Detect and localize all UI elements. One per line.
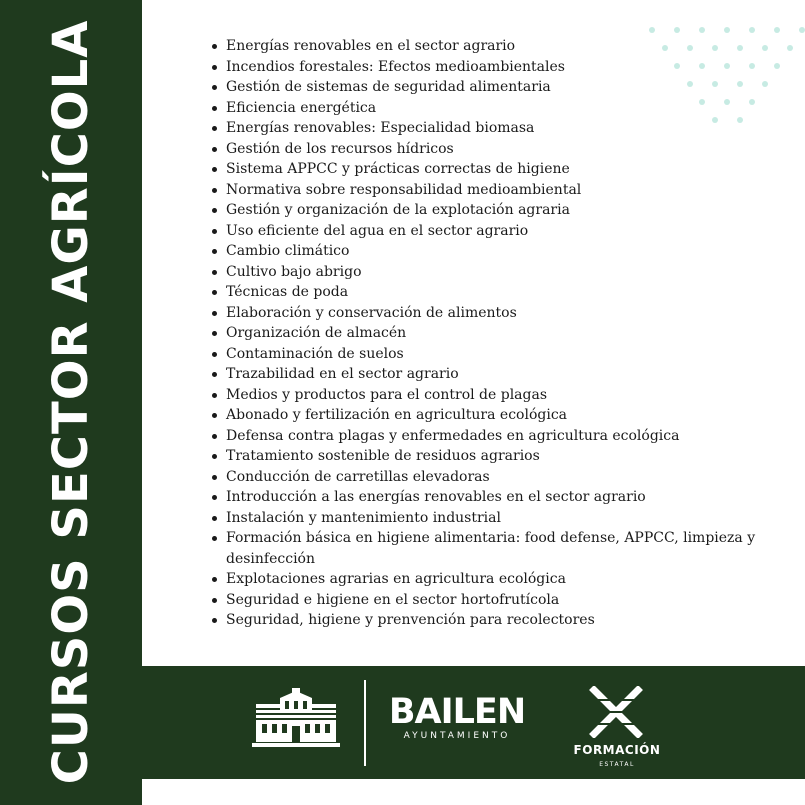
left-title-band [0, 0, 142, 805]
course-item: Incendios forestales: Efectos medioambientales [210, 57, 780, 78]
page-title: CURSOS SECTOR AGRÍCOLA [43, 19, 99, 785]
formacion-estatal-subtitle: ESTATAL [599, 761, 635, 768]
course-item: Gestión y organización de la explotación agraria [210, 200, 780, 221]
footer-divider [364, 680, 366, 766]
course-item: Introducción a las energías renovables en el sector agrario [210, 487, 780, 508]
course-item: Seguridad, higiene y prenvención para recolectores [210, 610, 780, 631]
course-item: Eficiencia energética [210, 98, 780, 119]
decorative-dot [749, 27, 755, 33]
town-hall-icon [252, 688, 340, 748]
formacion-estatal-name: FORMACIÓN [573, 743, 661, 757]
course-item: Medios y productos para el control de plagas [210, 385, 780, 406]
course-item: Técnicas de poda [210, 282, 780, 303]
course-item: Organización de almacén [210, 323, 780, 344]
course-item: Defensa contra plagas y enfermedades en agricultura ecológica [210, 426, 780, 447]
course-item: Normativa sobre responsabilidad medioambiental [210, 180, 780, 201]
course-item: Trazabilidad en el sector agrario [210, 364, 780, 385]
course-item: Elaboración y conservación de alimentos [210, 303, 780, 324]
course-item: Sistema APPCC y prácticas correctas de higiene [210, 159, 780, 180]
course-item: Gestión de los recursos hídricos [210, 139, 780, 160]
course-item: Explotaciones agrarias en agricultura ecológica [210, 569, 780, 590]
decorative-dot [649, 27, 655, 33]
decorative-dot [699, 27, 705, 33]
bailen-logo-subtitle: AYUNTAMIENTO [403, 731, 511, 741]
course-item: Cultivo bajo abrigo [210, 262, 780, 283]
course-item: Uso eficiente del agua en el sector agrario [210, 221, 780, 242]
course-item: Cambio climático [210, 241, 780, 262]
formacion-estatal-icon [586, 686, 646, 738]
course-item: Abonado y fertilización en agricultura ecológica [210, 405, 780, 426]
footer-strip [142, 779, 805, 805]
course-item: Energías renovables: Especialidad biomasa [210, 118, 780, 139]
course-item: Tratamiento sostenible de residuos agrarios [210, 446, 780, 467]
decorative-dot [787, 45, 793, 51]
course-item: Gestión de sistemas de seguridad alimentaria [210, 77, 780, 98]
course-item: Formación básica en higiene alimentaria: food defense, APPCC, limpieza y desinfección [210, 528, 780, 569]
course-item: Seguridad e higiene en el sector hortofrutícola [210, 590, 780, 611]
course-item: Energías renovables en el sector agrario [210, 36, 780, 57]
decorative-dot [674, 27, 680, 33]
course-item: Contaminación de suelos [210, 344, 780, 365]
bailen-logo [384, 694, 530, 741]
bailen-logo-word: BAILEN [388, 692, 526, 732]
decorative-dot [724, 27, 730, 33]
course-list [210, 36, 780, 631]
course-item: Conducción de carretillas elevadoras [210, 467, 780, 488]
course-item: Instalación y mantenimiento industrial [210, 508, 780, 529]
decorative-dot [799, 27, 805, 33]
decorative-dot [774, 27, 780, 33]
